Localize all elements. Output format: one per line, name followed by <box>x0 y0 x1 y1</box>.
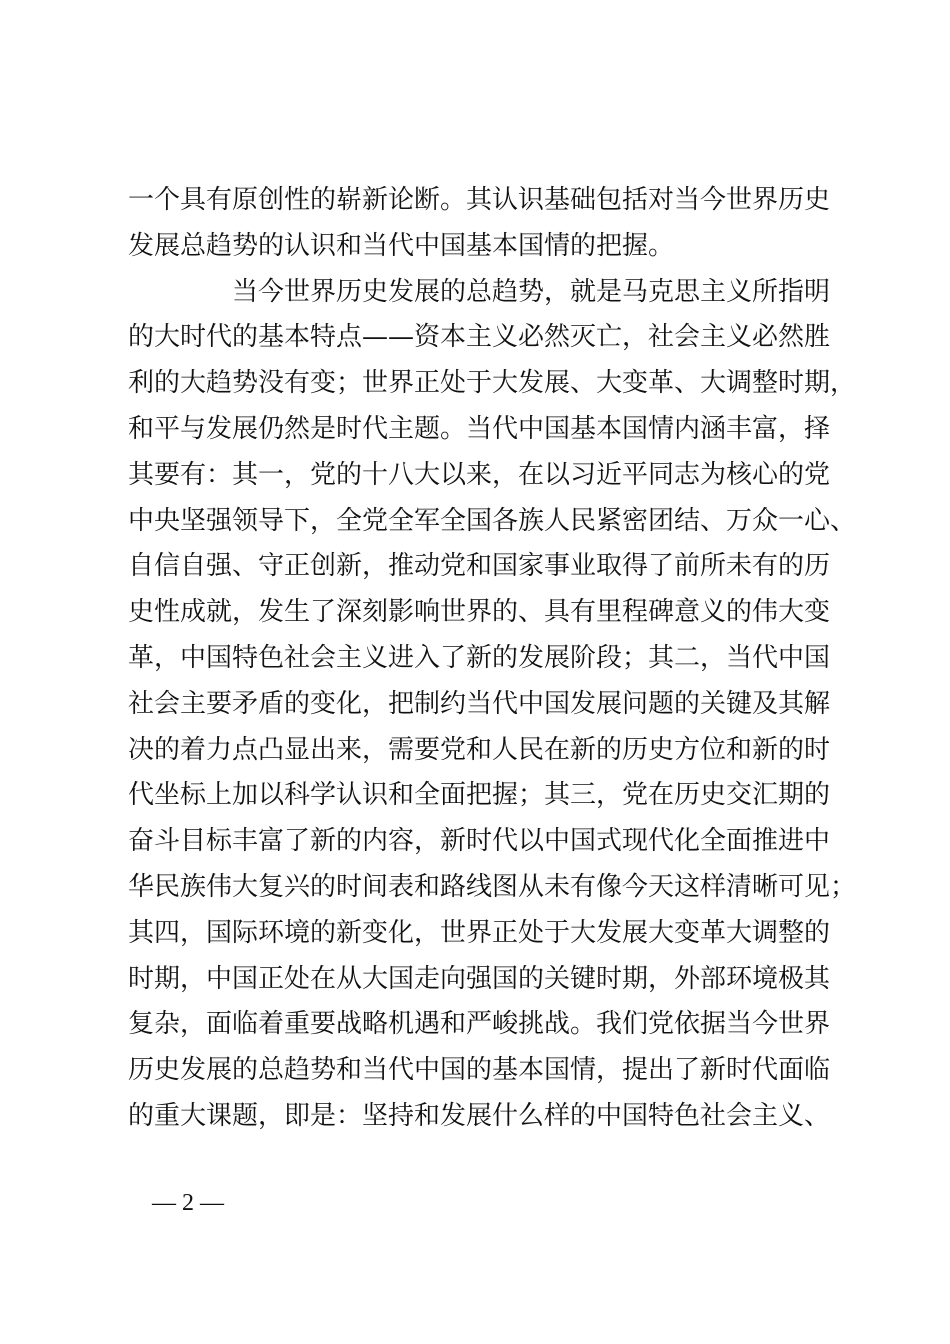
text-line: 时期，中国正处在从大国走向强国的关键时期，外部环境极其 <box>128 963 831 994</box>
text-line: 复杂，面临着重要战略机遇和严峻挑战。我们党依据当今世界 <box>128 1009 831 1040</box>
text-line: 华民族伟大复兴的时间表和路线图从未有像今天这样清晰可见； <box>128 871 857 902</box>
text-line: 一个具有原创性的崭新论断。其认识基础包括对当今世界历史 <box>128 185 831 215</box>
text-line: 社会主要矛盾的变化，把制约当代中国发展问题的关键及其解 <box>128 688 831 719</box>
text-line: 代坐标上加以科学认识和全面把握；其三，党在历史交汇期的 <box>128 780 831 811</box>
text-line: 自信自强、守正创新，推动党和国家事业取得了前所未有的历 <box>128 551 831 582</box>
text-line: 发展总趋势的认识和当代中国基本国情的把握。 <box>128 230 675 261</box>
text-line: 其要有：其一，党的十八大以来，在以习近平同志为核心的党 <box>128 459 831 490</box>
text-line: 的重大课题，即是：坚持和发展什么样的中国特色社会主义、 <box>128 1100 831 1131</box>
text-line: 的大时代的基本特点——资本主义必然灭亡，社会主义必然胜 <box>128 322 831 353</box>
body-text <box>128 178 857 1140</box>
text-line: 当今世界历史发展的总趋势，就是马克思主义所指明 <box>232 276 831 307</box>
text-line: 奋斗目标丰富了新的内容，新时代以中国式现代化全面推进中 <box>128 826 831 857</box>
text-line: 其四，国际环境的新变化，世界正处于大发展大变革大调整的 <box>128 917 831 948</box>
text-line: 史性成就，发生了深刻影响世界的、具有里程碑意义的伟大变 <box>128 597 831 628</box>
text-line: 革，中国特色社会主义进入了新的发展阶段；其二，当代中国 <box>128 642 831 673</box>
text-line: 中央坚强领导下，全党全军全国各族人民紧密团结、万众一心、 <box>128 505 857 536</box>
page-number: — 2 — <box>152 1190 224 1216</box>
text-line: 历史发展的总趋势和当代中国的基本国情，提出了新时代面临 <box>128 1055 831 1086</box>
text-line: 利的大趋势没有变；世界正处于大发展、大变革、大调整时期， <box>128 368 857 399</box>
text-line: 和平与发展仍然是时代主题。当代中国基本国情内涵丰富，择 <box>128 413 831 444</box>
text-line: 决的着力点凸显出来，需要党和人民在新的历史方位和新的时 <box>128 734 831 765</box>
